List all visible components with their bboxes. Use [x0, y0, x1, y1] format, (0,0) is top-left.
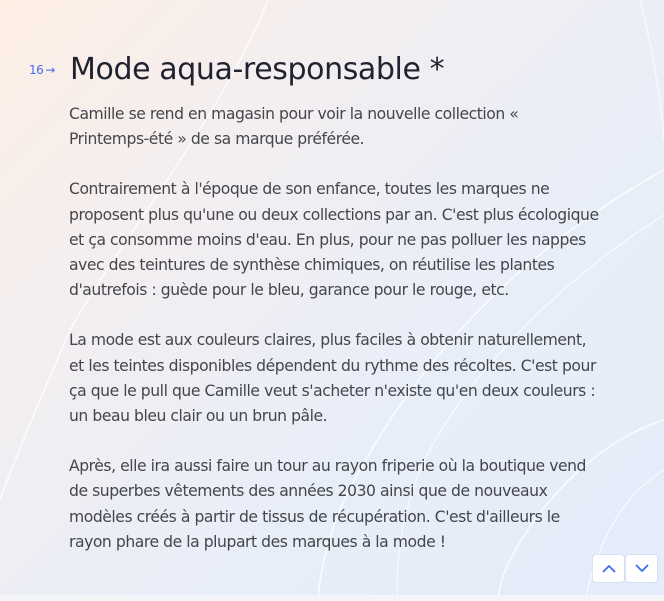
previous-question-button[interactable]	[593, 555, 624, 582]
chevron-down-icon	[635, 564, 649, 573]
chevron-up-icon	[602, 564, 616, 573]
arrow-right-icon: →	[45, 63, 55, 77]
question-title: Mode aqua-responsable *	[70, 52, 445, 87]
description-paragraph: Après, elle ira aussi faire un tour au rayon friperie où la boutique vend de superbes vêtements des années 2030 ainsi que de nouveaux modèles créés à partir de tissus de récupération. C'est d'ailleurs le rayon phare de la plupart des marques à la mode !	[69, 457, 587, 551]
description-paragraph: La mode est aux couleurs claires, plus faciles à obtenir naturellement, et les teintes disponibles dépendent du rythme des récoltes. C'est pour ça que le pull que Camille veut s'acheter n'existe qu'en deux couleurs : un beau bleu clair ou un brun pâle.	[69, 331, 596, 426]
description-paragraph: Contrairement à l'époque de son enfance, toutes les marques ne proposent plus qu'une ou deux collections par an. C'est plus écologique et ça consomme moins d'eau. En plus, pour ne pas polluer les nappes avec des teintures de synthèse chimiques, on réutilise les plantes d'autrefois : guède pour le bleu, garance pour le rouge, etc.	[69, 180, 599, 300]
question-number	[29, 63, 55, 77]
bottom-strip	[0, 595, 664, 601]
question-navigation	[593, 555, 657, 582]
description-paragraph: Camille se rend en magasin pour voir la nouvelle collection « Printemps-été » de sa marque préférée.	[69, 105, 519, 149]
question-number-label: 16	[29, 63, 44, 77]
question-description	[69, 102, 599, 580]
next-question-button[interactable]	[626, 555, 657, 582]
